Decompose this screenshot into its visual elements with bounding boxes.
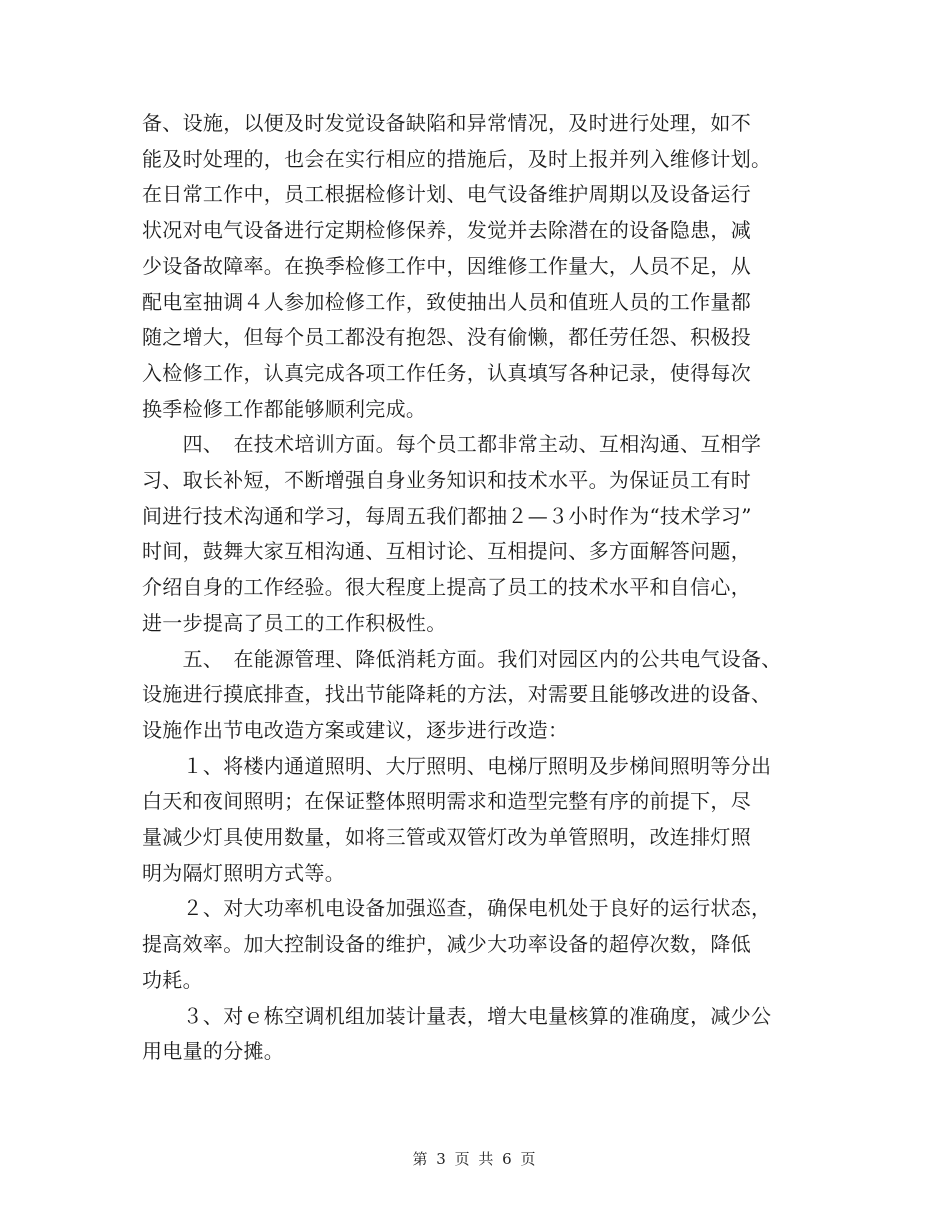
page-footer: 第 3 页 共 6 页 bbox=[412, 1150, 538, 1168]
text-line: 入检修工作，认真完成各项工作任务，认真填写各种记录，使得每次 bbox=[142, 360, 751, 385]
text-line: 间进行技术沟通和学习，每周五我们都抽２—３小时作为“技术学习” bbox=[142, 503, 752, 528]
text-line: 少设备故障率。在换季检修工作中，因维修工作量大，人员不足，从 bbox=[142, 253, 751, 278]
text-line: 白天和夜间照明；在保证整体照明需求和造型完整有序的前提下，尽 bbox=[142, 789, 751, 814]
text-line: 用电量的分摊。 bbox=[142, 1039, 285, 1064]
text-line: 明为隔灯照明方式等。 bbox=[142, 860, 345, 885]
text-line: 设施作出节电改造方案或建议，逐步进行改造： bbox=[142, 717, 569, 742]
text-line: 时间，鼓舞大家互相沟通、互相讨论、互相提问、多方面解答问题， bbox=[142, 539, 751, 564]
text-line: １、将楼内通道照明、大厅照明、电梯厅照明及步梯间照明等分出 bbox=[142, 753, 772, 778]
text-line: 提高效率。加大控制设备的维护，减少大功率设备的超停次数，降低 bbox=[142, 932, 751, 957]
text-line: ３、对ｅ栋空调机组加装计量表，增大电量核算的准确度，减少公 bbox=[142, 1003, 772, 1028]
text-line: 四、 在技术培训方面。每个员工都非常主动、互相沟通、互相学 bbox=[142, 432, 762, 457]
text-line: 量减少灯具使用数量，如将三管或双管灯改为单管照明，改连排灯照 bbox=[142, 825, 751, 850]
text-line: 功耗。 bbox=[142, 967, 203, 992]
text-line: 进一步提高了员工的工作积极性。 bbox=[142, 610, 447, 635]
text-line: ２、对大功率机电设备加强巡查，确保电机处于良好的运行状态， bbox=[142, 896, 772, 921]
text-line: 在日常工作中，员工根据检修计划、电气设备维护周期以及设备运行 bbox=[142, 182, 751, 207]
text-line: 备、设施，以便及时发觉设备缺陷和异常情况，及时进行处理，如不 bbox=[142, 111, 751, 135]
text-line: 状况对电气设备进行定期检修保养，发觉并去除潜在的设备隐患，减 bbox=[142, 218, 751, 243]
text-line: 配电室抽调４人参加检修工作，致使抽出人员和值班人员的工作量都 bbox=[142, 289, 751, 314]
text-line: 设施进行摸底排查，找出节能降耗的方法，对需要且能够改进的设备、 bbox=[142, 682, 772, 707]
text-line: 换季检修工作都能够顺利完成。 bbox=[142, 396, 427, 421]
text-line: 习、取长补短，不断增强自身业务知识和技术水平。为保证员工有时 bbox=[142, 468, 751, 493]
text-line: 五、 在能源管理、降低消耗方面。我们对园区内的公共电气设备、 bbox=[142, 646, 782, 671]
body-text bbox=[142, 106, 822, 1070]
text-line: 随之增大，但每个员工都没有抱怨、没有偷懒，都任劳任怨、积极投 bbox=[142, 325, 751, 350]
text-line: 介绍自身的工作经验。很大程度上提高了员工的技术水平和自信心， bbox=[142, 575, 751, 600]
text-line: 能及时处理的，也会在实行相应的措施后，及时上报并列入维修计划。 bbox=[142, 146, 772, 171]
